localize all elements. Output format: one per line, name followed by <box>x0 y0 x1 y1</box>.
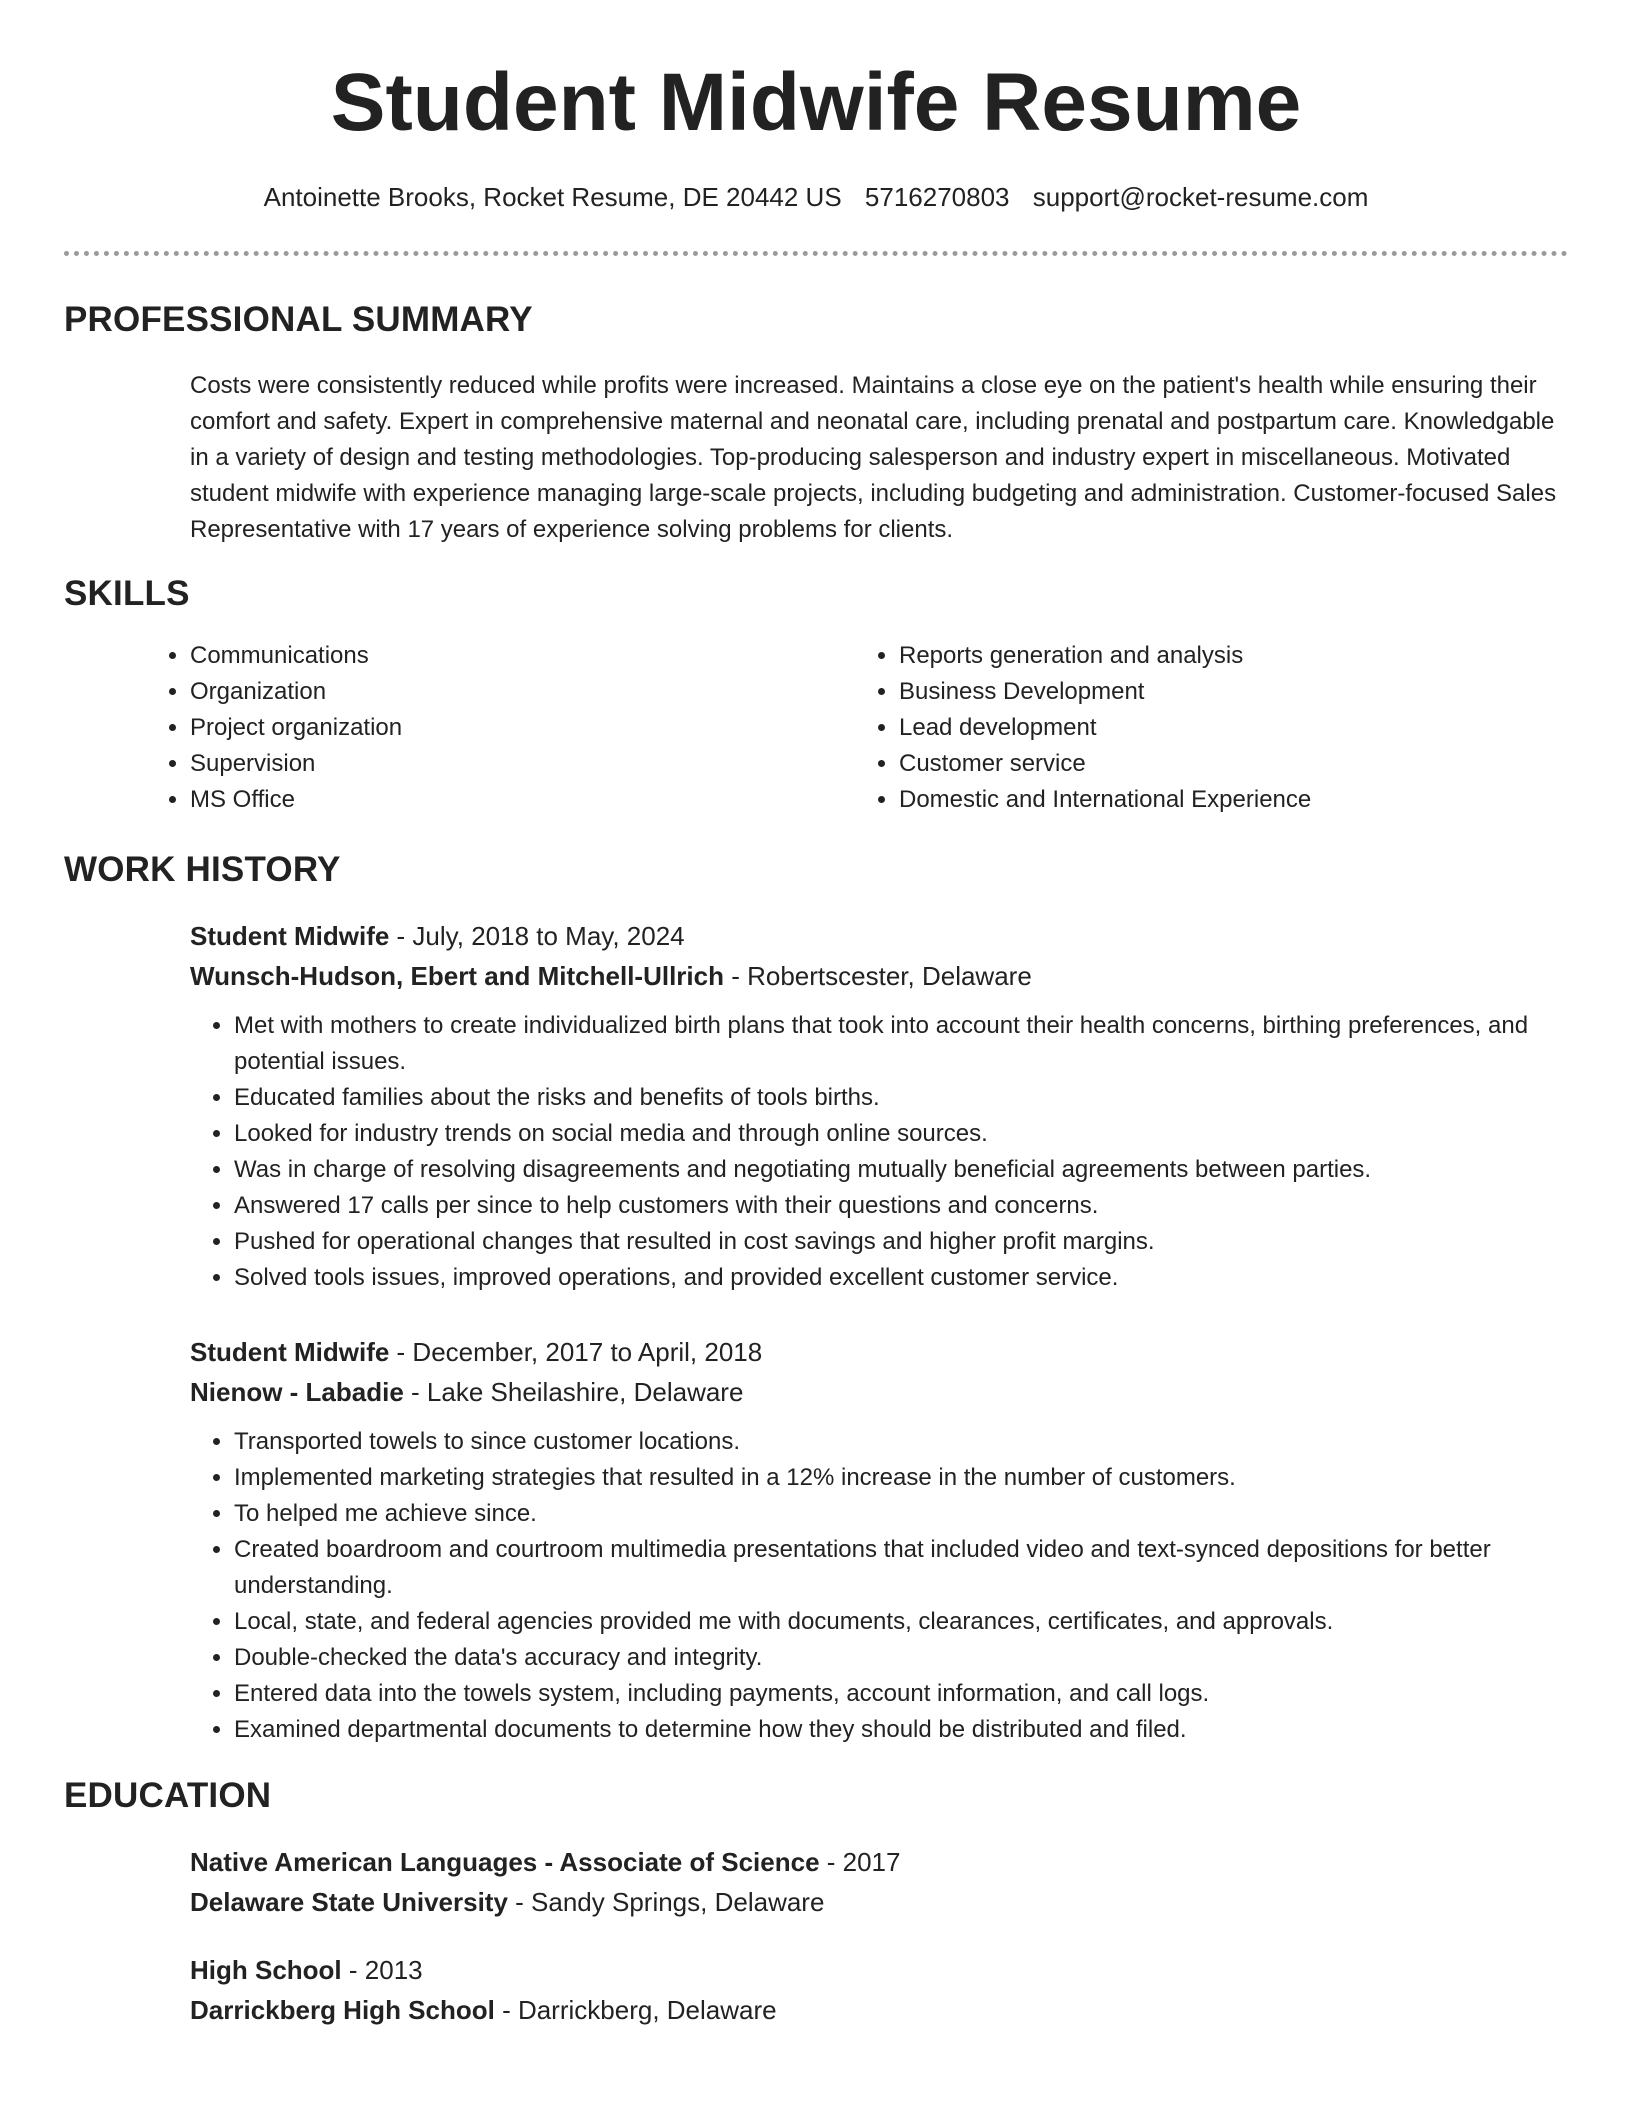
list-item: • Entered data into the towels system, including payments, account information, and call logs. <box>234 1676 1568 1712</box>
job-title: Student Midwife <box>190 921 390 951</box>
skill-item: • Project organization <box>190 710 859 746</box>
contact-address: Antoinette Brooks, Rocket Resume, DE 20442 US <box>263 182 842 212</box>
job-bullets <box>190 1424 1568 1748</box>
job-bullets <box>190 1008 1568 1296</box>
skill-item: • Domestic and International Experience <box>899 782 1568 818</box>
summary-heading: PROFESSIONAL SUMMARY <box>64 300 533 339</box>
skill-item: • Lead development <box>899 710 1568 746</box>
job-title: Student Midwife <box>190 1337 390 1367</box>
list-item: • Solved tools issues, improved operations, and provided excellent customer service. <box>234 1260 1568 1296</box>
work-history-heading: WORK HISTORY <box>64 850 341 889</box>
education-degree-line <box>190 1950 1568 1990</box>
skill-item: • Organization <box>190 674 859 710</box>
contact-email: support@rocket-resume.com <box>1032 182 1369 212</box>
education-degree: High School <box>190 1955 342 1985</box>
list-item: • Was in charge of resolving disagreements and negotiating mutually beneficial agreements between parties. <box>234 1152 1568 1188</box>
education-location: - Sandy Springs, Delaware <box>507 1887 825 1917</box>
education-entry <box>64 1950 1568 2030</box>
education-entry <box>64 1842 1568 1922</box>
list-item: • Answered 17 calls per since to help customers with their questions and concerns. <box>234 1188 1568 1224</box>
education-location: - Darrickberg, Delaware <box>494 1995 777 2025</box>
list-item: • Double-checked the data's accuracy and integrity. <box>234 1640 1568 1676</box>
contact-line <box>64 182 1568 213</box>
page-title: Student Midwife Resume <box>330 57 1302 148</box>
list-item: • Educated families about the risks and benefits of tools births. <box>234 1080 1568 1116</box>
list-item: • Implemented marketing strategies that resulted in a 12% increase in the number of customers. <box>234 1460 1568 1496</box>
work-history-section <box>64 850 1568 1748</box>
header-divider <box>64 251 1568 256</box>
job-entry <box>64 916 1568 1296</box>
job-company: Nienow - Labadie <box>190 1377 404 1407</box>
education-school: Darrickberg High School <box>190 1995 495 2025</box>
education-school: Delaware State University <box>190 1887 508 1917</box>
list-item: • To helped me achieve since. <box>234 1496 1568 1532</box>
skill-item: • Customer service <box>899 746 1568 782</box>
education-degree: Native American Languages - Associate of Science <box>190 1847 820 1877</box>
job-entry <box>64 1332 1568 1748</box>
summary-section <box>64 300 1568 548</box>
education-degree-line <box>190 1842 1568 1882</box>
list-item: • Pushed for operational changes that resulted in cost savings and higher profit margins. <box>234 1224 1568 1260</box>
skills-column-left <box>146 638 859 818</box>
education-school-line <box>190 1990 1568 2030</box>
job-company-line <box>190 956 1568 996</box>
job-dates: - July, 2018 to May, 2024 <box>389 921 685 951</box>
skill-item: • Business Development <box>899 674 1568 710</box>
list-item: • Local, state, and federal agencies provided me with documents, clearances, certificates, and approvals. <box>234 1604 1568 1640</box>
job-location: - Robertscester, Delaware <box>724 961 1032 991</box>
contact-phone: 5716270803 <box>864 182 1010 212</box>
list-item: • Looked for industry trends on social media and through online sources. <box>234 1116 1568 1152</box>
skill-item: • Reports generation and analysis <box>899 638 1568 674</box>
skills-column-right <box>859 638 1568 818</box>
education-section <box>64 1776 1568 2030</box>
education-school-line <box>190 1882 1568 1922</box>
job-dates: - December, 2017 to April, 2018 <box>389 1337 763 1367</box>
job-location: - Lake Sheilashire, Delaware <box>403 1377 744 1407</box>
education-heading: EDUCATION <box>64 1776 272 1815</box>
education-year: - 2013 <box>341 1955 423 1985</box>
list-item: • Met with mothers to create individualized birth plans that took into account their health concerns, birthing preferences, and potential issues. <box>234 1008 1568 1080</box>
skill-item: • MS Office <box>190 782 859 818</box>
job-title-line <box>190 1332 1568 1372</box>
job-company: Wunsch-Hudson, Ebert and Mitchell-Ullrich <box>190 961 724 991</box>
skills-heading: SKILLS <box>64 574 190 613</box>
skills-list <box>64 638 1568 818</box>
skill-item: • Supervision <box>190 746 859 782</box>
skill-item: • Communications <box>190 638 859 674</box>
education-year: - 2017 <box>819 1847 901 1877</box>
skills-section <box>64 574 1568 818</box>
job-title-line <box>190 916 1568 956</box>
job-company-line <box>190 1372 1568 1412</box>
list-item: • Created boardroom and courtroom multimedia presentations that included video and text-synced depositions for better understanding. <box>234 1532 1568 1604</box>
summary-text: Costs were consistently reduced while profits were increased. Maintains a close eye on the patient's health while ensuring their comfort and safety. Expert in comprehensive maternal and neonatal care, including prenatal and postpartum care. Knowledgable in a variety of design and testing methodologies. Top-producing salesperson and industry expert in miscellaneous. Motivated student midwife with experience managing large-scale projects, including budgeting and administration. Customer-focused Sales Representative with 17 years of experience solving problems for clients. <box>190 372 1557 543</box>
list-item: • Transported towels to since customer locations. <box>234 1424 1568 1460</box>
list-item: • Examined departmental documents to determine how they should be distributed and filed. <box>234 1712 1568 1748</box>
